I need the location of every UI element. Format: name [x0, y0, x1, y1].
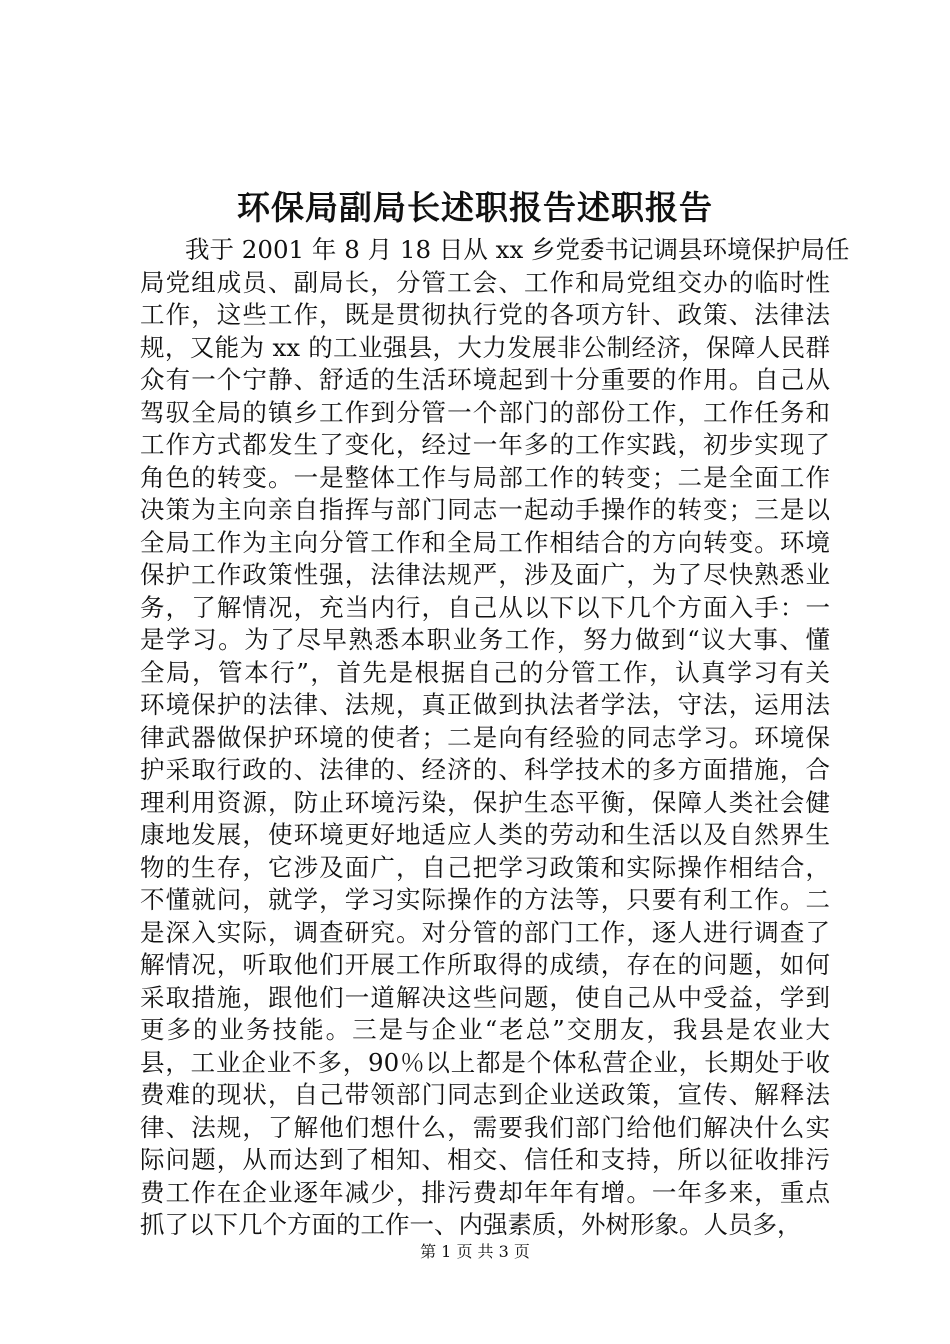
body-line: 县，工业企业不多，90％以上都是个体私营企业，长期处于收 [140, 1047, 830, 1077]
body-line: 决策为主向亲自指挥与部门同志一起动手操作的转变；三是以 [140, 495, 830, 524]
body-line: 律、法规，了解他们想什么，需要我们部门给他们解决什么实 [140, 1112, 830, 1142]
body-line: 全局，管本行”，首先是根据自己的分管工作，认真学习有关 [140, 657, 830, 687]
body-line: 保护工作政策性强，法律法规严，涉及面广，为了尽快熟悉业 [140, 560, 830, 589]
body-line: 是深入实际，调查研究。对分管的部门工作，逐人进行调查了 [140, 917, 830, 947]
document-title: 环保局副局长述职报告述职报告 [237, 188, 713, 227]
body-line: 费难的现状，自己带领部门同志到企业送政策，宣传、解释法 [140, 1080, 830, 1109]
body-line: 律武器做保护环境的使者；二是向有经验的同志学习。环境保 [140, 722, 830, 752]
body-line: 不懂就问，就学，学习实际操作的方法等，只要有利工作。二 [140, 885, 830, 914]
body-line: 我于 2001 年 8 月 18 日从 xx 乡党委书记调县环境保护局任 [185, 235, 850, 264]
body-line: 更多的业务技能。三是与企业“老总”交朋友，我县是农业大 [140, 1015, 830, 1044]
body-line: 费工作在企业逐年减少，排污费却年年有增。一年多来，重点 [140, 1177, 830, 1207]
body-line: 务，了解情况，充当内行，自己从以下以下几个方面入手：一 [140, 592, 830, 622]
body-line: 护采取行政的、法律的、经济的、科学技术的多方面措施，合 [140, 755, 830, 784]
body-line: 规，又能为 xx 的工业强县，大力发展非公制经济，保障人民群 [140, 332, 830, 362]
body-line: 采取措施，跟他们一道解决这些问题，使自己从中受益，学到 [140, 982, 830, 1012]
body-line: 工作，这些工作，既是贯彻执行党的各项方针、政策、法律法 [140, 300, 830, 329]
body-line: 是学习。为了尽早熟悉本职业务工作，努力做到“议大事、懂 [140, 625, 830, 654]
body-line: 众有一个宁静、舒适的生活环境起到十分重要的作用。自己从 [140, 365, 830, 394]
document-body [140, 234, 850, 1242]
body-line: 物的生存，它涉及面广，自己把学习政策和实际操作相结合， [140, 852, 830, 882]
body-line: 角色的转变。一是整体工作与局部工作的转变；二是全面工作 [140, 462, 830, 492]
body-line: 际问题，从而达到了相知、相交、信任和支持，所以征收排污 [140, 1145, 830, 1174]
body-line: 解情况，听取他们开展工作所取得的成绩，存在的问题，如何 [140, 950, 830, 979]
body-line: 理利用资源，防止环境污染，保护生态平衡，保障人类社会健 [140, 787, 830, 817]
body-line: 抓了以下几个方面的工作一、内强素质，外树形象。人员多， [140, 1210, 802, 1239]
page-footer: 第 1 页 共 3 页 [420, 1242, 530, 1261]
body-line: 局党组成员、副局长，分管工会、工作和局党组交办的临时性 [140, 267, 830, 297]
body-line: 全局工作为主向分管工作和全局工作相结合的方向转变。环境 [140, 527, 830, 557]
body-line: 工作方式都发生了变化，经过一年多的工作实践，初步实现了 [140, 430, 830, 459]
body-line: 驾驭全局的镇乡工作到分管一个部门的部份工作，工作任务和 [140, 397, 830, 427]
body-line: 环境保护的法律、法规，真正做到执法者学法，守法，运用法 [140, 690, 830, 719]
body-line: 康地发展，使环境更好地适应人类的劳动和生活以及自然界生 [140, 820, 830, 849]
